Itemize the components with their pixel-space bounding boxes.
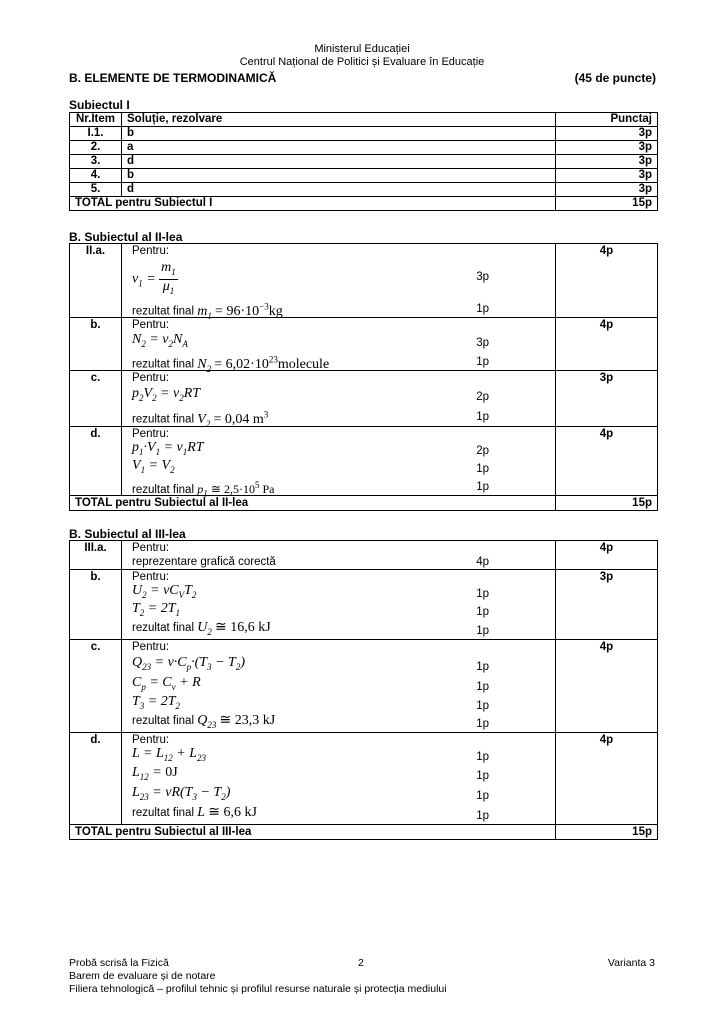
result-label: rezultat final xyxy=(132,715,195,727)
partial-points: 1p xyxy=(476,606,489,618)
item-number: b. xyxy=(70,570,122,640)
answer: b xyxy=(122,169,556,183)
item-row-a xyxy=(70,244,658,318)
result-exponent: 5 xyxy=(254,480,260,490)
partial-points: 2p xyxy=(476,391,489,403)
points: 3p xyxy=(556,141,658,155)
subject-1-title: Subiectul I xyxy=(69,98,130,112)
footer-profile: Filiera tehnologică – profilul tehnic și profilul resurse naturale și protecția mediului xyxy=(69,983,447,995)
footer-page-number: 2 xyxy=(358,957,364,969)
formula-cp: $C_p = C_v + R$ xyxy=(132,675,201,692)
result-c: rezultat final $V_2 = 0,04$ $m^3$ xyxy=(132,409,269,429)
solution-cell xyxy=(122,733,556,825)
partial-points: 1p xyxy=(476,356,489,368)
item-number: II.a. xyxy=(70,244,122,318)
total-points: 15p xyxy=(556,197,658,211)
partial-points: 1p xyxy=(476,588,489,600)
result-unit: molecule xyxy=(277,356,330,372)
partial-points: 1p xyxy=(476,718,489,730)
partial-points: 1p xyxy=(476,661,489,673)
item-number: c. xyxy=(70,371,122,427)
table-header-row xyxy=(70,113,658,127)
formula-l: $L = L_{12} + L_{23}$ xyxy=(132,746,207,763)
formula-l12: $L_{12} = 0J$ xyxy=(132,765,178,782)
item-row-b xyxy=(70,570,658,640)
partial-points: 1p xyxy=(476,700,489,712)
formula-u2: $U_2 = \nu C_VT_2$ xyxy=(132,583,197,600)
total-row xyxy=(70,825,658,840)
formula-p2v2: $p_2V_2 = \nu_2RT$ xyxy=(132,386,201,403)
solution-cell xyxy=(122,244,556,321)
subject-1-table xyxy=(69,112,658,211)
subject-2-table xyxy=(69,243,658,511)
solution-cell xyxy=(122,640,556,733)
pentru-label: Pentru: xyxy=(132,245,170,257)
solution-cell xyxy=(122,318,556,374)
item-points: 3p xyxy=(556,371,658,427)
answer: d xyxy=(122,155,556,169)
result-value: 2,5·10 xyxy=(223,482,255,496)
table-row xyxy=(70,141,658,155)
pentru-label: Pentru: xyxy=(132,542,170,554)
formula-l23: $L_{23} = \nu R(T_3 - T_2)$ xyxy=(132,785,231,802)
solution-cell xyxy=(122,541,556,570)
partial-points: 4p xyxy=(476,556,489,568)
solution-cell xyxy=(122,371,556,427)
points: 3p xyxy=(556,127,658,141)
item-number: 2. xyxy=(70,141,122,155)
item-row-c xyxy=(70,640,658,733)
item-number: 3. xyxy=(70,155,122,169)
footer-variant: Varianta 3 xyxy=(607,957,655,969)
formula-v1v2: $V_1 = V_2$ xyxy=(132,458,175,475)
partial-points: 3p xyxy=(476,271,489,283)
result-exponent: 23 xyxy=(268,354,278,364)
points: 3p xyxy=(556,155,658,169)
pentru-label: Pentru: xyxy=(132,641,170,653)
result-label: rezultat final xyxy=(132,413,195,426)
section-points: (45 de puncte) xyxy=(574,71,656,85)
result-b: rezultat final $U_2$ ≅ 16,6 kJ xyxy=(132,620,271,637)
pentru-label: Pentru: xyxy=(132,428,170,440)
result-label: rezultat final xyxy=(132,484,195,496)
partial-points: 1p xyxy=(476,790,489,802)
total-label: TOTAL pentru Subiectul al III-lea xyxy=(70,825,556,840)
result-value: 0,04 m xyxy=(224,411,264,427)
pentru-label: Pentru: xyxy=(132,319,170,331)
answer: b xyxy=(122,127,556,141)
header-center: Centrul Național de Politici și Evaluare în Educație xyxy=(239,56,485,68)
partial-points: 1p xyxy=(476,625,489,637)
result-d: rezultat final L ≅ 6,6 kJ xyxy=(132,805,257,820)
partial-points: 1p xyxy=(476,770,489,782)
section-title xyxy=(69,71,656,85)
item-points: 4p xyxy=(556,318,658,371)
partial-points: 1p xyxy=(476,751,489,763)
header-ministry: Ministerul Educației xyxy=(314,43,410,55)
item-number: d. xyxy=(70,427,122,496)
result-unit: kg xyxy=(268,303,283,319)
item-number: d. xyxy=(70,733,122,825)
item-row-d xyxy=(70,427,658,496)
item-points: 4p xyxy=(556,541,658,570)
subject-3-table xyxy=(69,540,658,840)
col-solution: Soluție, rezolvare xyxy=(122,113,556,127)
item-row-c xyxy=(70,371,658,427)
table-row xyxy=(70,183,658,197)
subject-2-title: B. Subiectul al II-lea xyxy=(69,230,183,244)
points: 3p xyxy=(556,183,658,197)
section-title-text: B. ELEMENTE DE TERMODINAMICĂ xyxy=(69,71,277,85)
solution-cell xyxy=(122,427,556,499)
answer: a xyxy=(122,141,556,155)
result-exponent: −3 xyxy=(259,301,269,311)
formula-n2: $N_2 = \nu_2N_A$ xyxy=(132,332,188,349)
item-points: 3p xyxy=(556,570,658,640)
answer: d xyxy=(122,183,556,197)
total-label: TOTAL pentru Subiectul I xyxy=(70,197,556,211)
formula-p1v1: $p_1\cdot V_1 = \nu_1RT$ xyxy=(132,440,204,457)
result-b: rezultat final $N_2$ = $6,02\cdot 10^{23}molecule$ xyxy=(132,354,330,374)
partial-points: 1p xyxy=(476,463,489,475)
col-points: Punctaj xyxy=(556,113,658,127)
total-row xyxy=(70,197,658,211)
result-exponent: 3 xyxy=(263,409,269,419)
footer-exam: Probă scrisă la Fizică xyxy=(69,957,169,969)
table-row xyxy=(70,169,658,183)
pentru-label: Pentru: xyxy=(132,372,170,384)
formula-t2: $T_2 = 2T_1$ xyxy=(132,601,181,618)
solution-cell xyxy=(122,570,556,640)
result-value: 6,6 kJ xyxy=(223,805,257,820)
item-number: I.1. xyxy=(70,127,122,141)
result-label: rezultat final xyxy=(132,358,195,371)
points: 3p xyxy=(556,169,658,183)
pentru-label: Pentru: xyxy=(132,571,170,583)
item-row-b xyxy=(70,318,658,371)
item-points: 4p xyxy=(556,640,658,733)
item-number: III.a. xyxy=(70,541,122,570)
formula-t3: $T_3 = 2T_2$ xyxy=(132,694,181,711)
result-value: 96·10 xyxy=(226,303,260,319)
partial-points: 1p xyxy=(476,681,489,693)
partial-points: 3p xyxy=(476,337,489,349)
item-row-d xyxy=(70,733,658,825)
pentru-label: Pentru: xyxy=(132,734,170,746)
result-unit: Pa xyxy=(262,482,275,496)
result-c: rezultat final $Q_{23}$ ≅ 23,3 kJ xyxy=(132,713,276,730)
item-number: b. xyxy=(70,318,122,371)
result-label: rezultat final xyxy=(132,622,195,634)
partial-points: 1p xyxy=(476,303,489,315)
total-label: TOTAL pentru Subiectul al II-lea xyxy=(70,496,556,511)
item-row-a xyxy=(70,541,658,570)
item-number: c. xyxy=(70,640,122,733)
formula-nu1: $\nu_1$ = $\frac{m_1}{\mu_1}$ xyxy=(132,260,176,296)
result-label: rezultat final xyxy=(132,305,195,318)
item-points: 4p xyxy=(556,427,658,496)
graph-representation: reprezentare grafică corectă xyxy=(132,556,276,568)
table-row xyxy=(70,155,658,169)
item-number: 5. xyxy=(70,183,122,197)
result-value: 16,6 kJ xyxy=(230,620,271,635)
total-points: 15p xyxy=(556,825,658,840)
result-label: rezultat final xyxy=(132,807,195,819)
item-number: 4. xyxy=(70,169,122,183)
result-value: 6,02·10 xyxy=(225,356,269,372)
result-value: 23,3 kJ xyxy=(234,713,276,728)
subject-3-title: B. Subiectul al III-lea xyxy=(69,527,186,541)
total-points: 15p xyxy=(556,496,658,511)
item-points: 4p xyxy=(556,244,658,318)
result-a: rezultat final $m_1 = 96\cdot 10^{-3}kg$ xyxy=(132,301,283,321)
partial-points: 2p xyxy=(476,445,489,457)
formula-q23: $Q_{23} = \nu\cdot C_p\cdot(T_3 - T_2)$ xyxy=(132,655,245,672)
result-d: rezultat final $p_1$ ≅ $2,5\cdot 10^5$ Pa xyxy=(132,480,275,499)
partial-points: 1p xyxy=(476,810,489,822)
table-row xyxy=(70,127,658,141)
partial-points: 1p xyxy=(476,481,489,493)
item-points: 4p xyxy=(556,733,658,825)
col-item: Nr.Item xyxy=(70,113,122,127)
footer-barem: Barem de evaluare și de notare xyxy=(69,970,216,982)
partial-points: 1p xyxy=(476,411,489,423)
